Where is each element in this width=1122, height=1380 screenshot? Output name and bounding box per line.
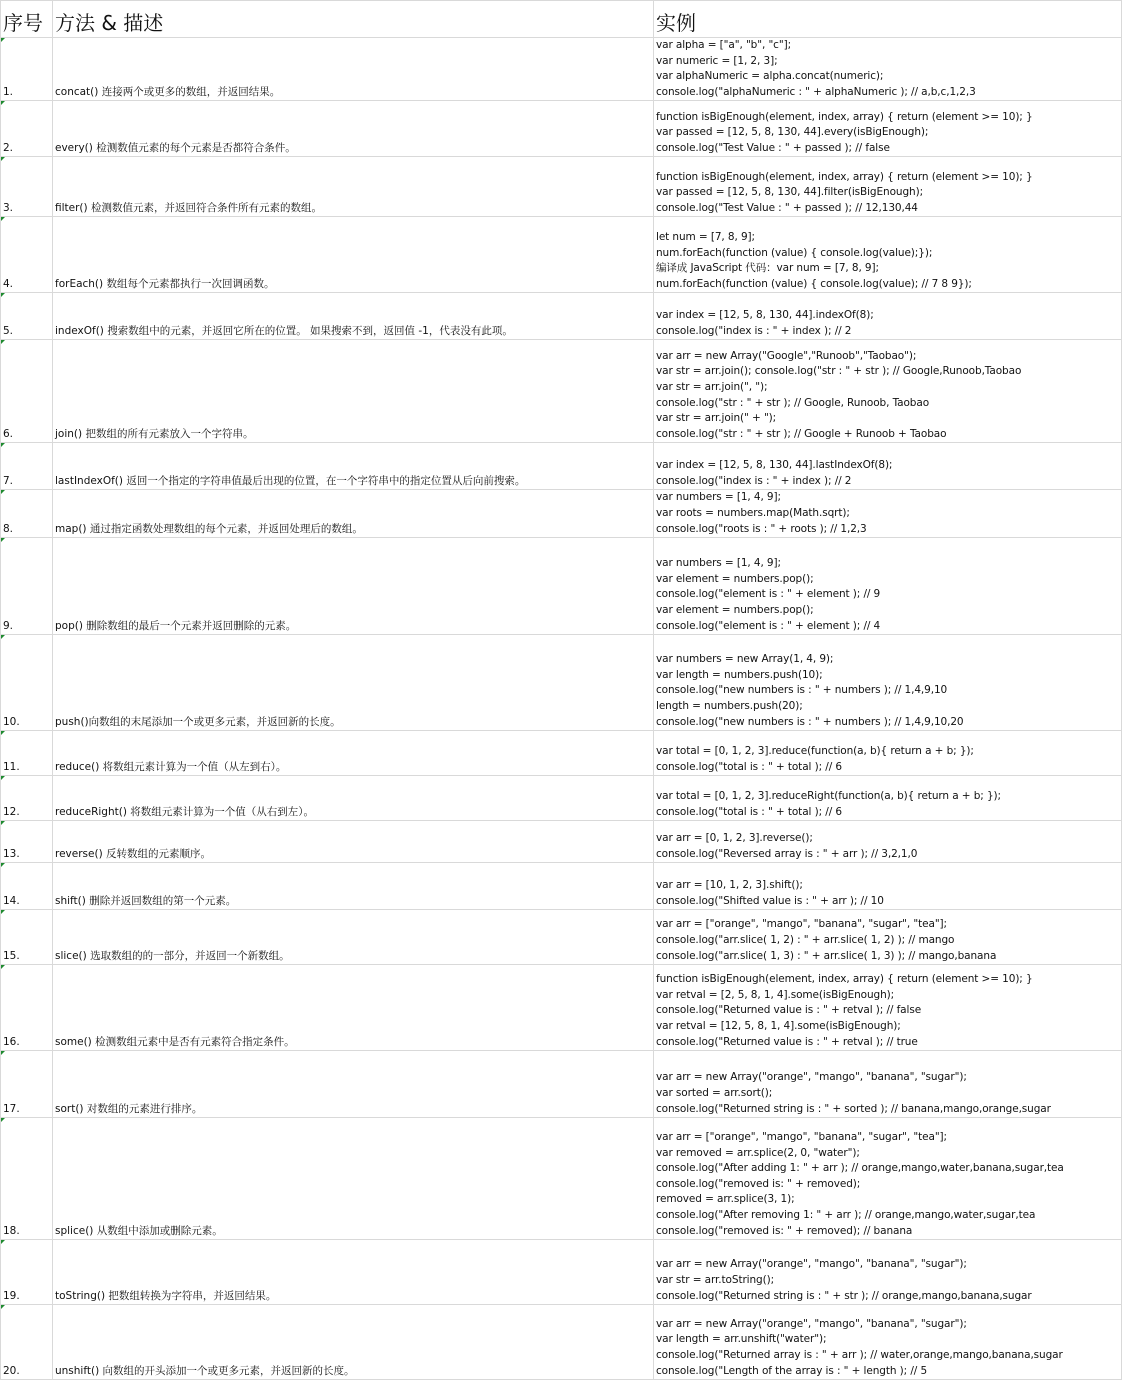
table-row bbox=[1, 157, 1122, 217]
code-line: var arr = [0, 1, 2, 3].reverse(); bbox=[656, 831, 813, 844]
code-line: console.log("arr.slice( 1, 3) : " + arr.slice( 1, 3) ); // mango,banana bbox=[656, 949, 997, 962]
index-text: 2. bbox=[3, 141, 14, 154]
code-line: console.log("str : " + str ); // Google + Runoob + Taobao bbox=[656, 427, 947, 440]
cell-comment-marker-icon bbox=[1, 776, 5, 780]
cell-example[interactable] bbox=[654, 38, 1122, 101]
code-line: var str = arr.join(" + "); bbox=[656, 412, 777, 425]
cell-method[interactable]: reduceRight() 将数组元素计算为一个值（从右到左）。 bbox=[53, 776, 654, 821]
cell-comment-marker-icon bbox=[1, 38, 5, 42]
table-row bbox=[1, 965, 1122, 1051]
index-text: 19. bbox=[3, 1289, 20, 1302]
cell-method[interactable]: sort() 对数组的元素进行排序。 bbox=[53, 1051, 654, 1118]
code-line: console.log("Shifted value is : " + arr ); // 10 bbox=[656, 894, 884, 907]
cell-comment-marker-icon bbox=[1, 1240, 5, 1244]
cell-index[interactable] bbox=[1, 635, 53, 731]
index-text: 14. bbox=[3, 894, 20, 907]
code-line: var index = [12, 5, 8, 130, 44].indexOf(8); bbox=[656, 309, 874, 322]
code-line: console.log("index is : " + index ); // 2 bbox=[656, 324, 852, 337]
cell-comment-marker-icon bbox=[1, 443, 5, 447]
cell-example[interactable] bbox=[654, 157, 1122, 217]
table-row bbox=[1, 293, 1122, 340]
code-line: let num = [7, 8, 9]; bbox=[656, 231, 755, 243]
cell-index[interactable] bbox=[1, 1118, 53, 1240]
cell-method[interactable]: every() 检测数值元素的每个元素是否都符合条件。 bbox=[53, 101, 654, 157]
code-line: var total = [0, 1, 2, 3].reduceRight(function(a, b){ return a + b; }); bbox=[656, 789, 1001, 802]
cell-index[interactable] bbox=[1, 821, 53, 863]
cell-comment-marker-icon bbox=[1, 821, 5, 825]
table-row bbox=[1, 1305, 1122, 1380]
table-row bbox=[1, 863, 1122, 910]
cell-example[interactable] bbox=[654, 101, 1122, 157]
code-line: var removed = arr.splice(2, 0, "water"); bbox=[656, 1146, 860, 1159]
cell-index[interactable] bbox=[1, 293, 53, 340]
code-line: var alpha = ["a", "b", "c"]; bbox=[656, 39, 792, 51]
code-line: function isBigEnough(element, index, array) { return (element >= 10); } bbox=[656, 110, 1033, 123]
cell-example[interactable] bbox=[654, 863, 1122, 910]
cell-method[interactable]: shift() 删除并返回数组的第一个元素。 bbox=[53, 863, 654, 910]
code-line: console.log("index is : " + index ); // 2 bbox=[656, 474, 852, 487]
code-line: var arr = [10, 1, 2, 3].shift(); bbox=[656, 878, 803, 891]
table-row bbox=[1, 538, 1122, 635]
cell-example[interactable] bbox=[654, 443, 1122, 490]
table-row bbox=[1, 101, 1122, 157]
code-line: var numeric = [1, 2, 3]; bbox=[656, 54, 778, 67]
cell-index[interactable] bbox=[1, 490, 53, 538]
index-text: 7. bbox=[3, 474, 14, 487]
cell-example[interactable] bbox=[654, 293, 1122, 340]
index-text: 10. bbox=[3, 715, 20, 728]
cell-index[interactable] bbox=[1, 863, 53, 910]
cell-method[interactable]: reduce() 将数组元素计算为一个值（从左到右）。 bbox=[53, 731, 654, 776]
code-line: num.forEach(function (value) { console.log(value);}); bbox=[656, 246, 933, 259]
table-row bbox=[1, 776, 1122, 821]
cell-index[interactable] bbox=[1, 157, 53, 217]
code-line: var str = arr.toString(); bbox=[656, 1273, 775, 1286]
cell-comment-marker-icon bbox=[1, 1118, 5, 1122]
code-line: var roots = numbers.map(Math.sqrt); bbox=[656, 506, 850, 519]
code-line: var arr = new Array("orange", "mango", "banana", "sugar"); bbox=[656, 1317, 967, 1330]
table-row bbox=[1, 490, 1122, 538]
cell-example[interactable] bbox=[654, 217, 1122, 293]
code-line: console.log("total is : " + total ); // 6 bbox=[656, 760, 842, 773]
code-line: console.log("Test Value : " + passed ); // 12,130,44 bbox=[656, 201, 918, 214]
code-line: console.log("element is : " + element ); // 9 bbox=[656, 588, 881, 601]
cell-example[interactable] bbox=[654, 965, 1122, 1051]
cell-method[interactable]: indexOf() 搜索数组中的元素，并返回它所在的位置。 如果搜索不到，返回值 -1，代表没有此项。 bbox=[53, 293, 654, 340]
code-line: console.log("Returned string is : " + sorted ); // banana,mango,orange,sugar bbox=[656, 1102, 1051, 1115]
cell-example[interactable] bbox=[654, 1305, 1122, 1380]
code-line: var arr = ["orange", "mango", "banana", "sugar", "tea"]; bbox=[656, 918, 947, 931]
code-line: var numbers = [1, 4, 9]; bbox=[656, 557, 781, 570]
code-line: var element = numbers.pop(); bbox=[656, 603, 814, 616]
code-line: var total = [0, 1, 2, 3].reduce(function(a, b){ return a + b; }); bbox=[656, 744, 974, 757]
code-line: var numbers = new Array(1, 4, 9); bbox=[656, 653, 834, 666]
cell-index[interactable] bbox=[1, 38, 53, 101]
code-line: console.log("Returned string is : " + str ); // orange,mango,banana,sugar bbox=[656, 1289, 1032, 1302]
index-text: 15. bbox=[3, 949, 20, 962]
code-line: console.log("Returned array is : " + arr ); // water,orange,mango,banana,sugar bbox=[656, 1348, 1063, 1361]
index-text: 18. bbox=[3, 1224, 20, 1237]
cell-index[interactable] bbox=[1, 910, 53, 965]
cell-comment-marker-icon bbox=[1, 217, 5, 221]
code-line: var element = numbers.pop(); bbox=[656, 572, 814, 585]
table-row bbox=[1, 635, 1122, 731]
code-line: var alphaNumeric = alpha.concat(numeric); bbox=[656, 70, 884, 83]
index-text: 9. bbox=[3, 619, 14, 632]
index-text: 3. bbox=[3, 201, 14, 214]
cell-comment-marker-icon bbox=[1, 863, 5, 867]
code-line: num.forEach(function (value) { console.log(value); // 7 8 9}); bbox=[656, 277, 972, 290]
table-row bbox=[1, 443, 1122, 490]
header-index[interactable]: 序号 bbox=[1, 1, 53, 38]
code-line: var retval = [12, 5, 8, 1, 4].some(isBigEnough); bbox=[656, 1019, 901, 1032]
cell-example[interactable] bbox=[654, 538, 1122, 635]
cell-index[interactable] bbox=[1, 965, 53, 1051]
cell-comment-marker-icon bbox=[1, 965, 5, 969]
cell-example[interactable] bbox=[654, 776, 1122, 821]
cell-comment-marker-icon bbox=[1, 731, 5, 735]
code-line: console.log("removed is: " + removed); bbox=[656, 1177, 861, 1190]
code-line: console.log("Length of the array is : " + length ); // 5 bbox=[656, 1364, 928, 1377]
cell-comment-marker-icon bbox=[1, 1305, 5, 1309]
code-line: var retval = [2, 5, 8, 1, 4].some(isBigEnough); bbox=[656, 988, 895, 1001]
code-line: var arr = new Array("orange", "mango", "banana", "sugar"); bbox=[656, 1258, 967, 1271]
code-line: console.log("Reversed array is : " + arr ); // 3,2,1,0 bbox=[656, 847, 918, 860]
index-text: 5. bbox=[3, 324, 14, 337]
index-text: 1. bbox=[3, 85, 14, 98]
cell-index[interactable] bbox=[1, 217, 53, 293]
table-row bbox=[1, 821, 1122, 863]
code-line: var passed = [12, 5, 8, 130, 44].every(isBigEnough); bbox=[656, 126, 929, 139]
code-line: console.log("Returned value is : " + retval ); // false bbox=[656, 1004, 922, 1017]
code-line: var arr = ["orange", "mango", "banana", "sugar", "tea"]; bbox=[656, 1131, 947, 1143]
index-text: 11. bbox=[3, 760, 20, 773]
header-row bbox=[1, 1, 1122, 38]
table-row bbox=[1, 731, 1122, 776]
table-row bbox=[1, 910, 1122, 965]
code-line: console.log("removed is: " + removed); // banana bbox=[656, 1224, 913, 1237]
code-line: function isBigEnough(element, index, array) { return (element >= 10); } bbox=[656, 170, 1033, 183]
code-line: var length = arr.unshift("water"); bbox=[656, 1333, 827, 1346]
cell-index[interactable] bbox=[1, 1305, 53, 1380]
cell-comment-marker-icon bbox=[1, 101, 5, 105]
cell-index[interactable] bbox=[1, 538, 53, 635]
cell-comment-marker-icon bbox=[1, 1051, 5, 1055]
index-text: 20. bbox=[3, 1364, 20, 1377]
index-text: 8. bbox=[3, 522, 14, 535]
cell-comment-marker-icon bbox=[1, 490, 5, 494]
code-line: console.log("roots is : " + roots ); // 1,2,3 bbox=[656, 522, 867, 535]
cell-method[interactable]: forEach() 数组每个元素都执行一次回调函数。 bbox=[53, 217, 654, 293]
cell-index[interactable] bbox=[1, 1240, 53, 1305]
cell-example[interactable] bbox=[654, 490, 1122, 538]
cell-example[interactable] bbox=[654, 910, 1122, 965]
cell-example[interactable] bbox=[654, 821, 1122, 863]
cell-method[interactable]: push()向数组的末尾添加一个或更多元素，并返回新的长度。 bbox=[53, 635, 654, 731]
code-line: var str = arr.join(); console.log("str : " + str ); // Google,Runoob,Taobao bbox=[656, 365, 1022, 378]
cell-method[interactable]: map() 通过指定函数处理数组的每个元素，并返回处理后的数组。 bbox=[53, 490, 654, 538]
header-example[interactable]: 实例 bbox=[654, 1, 1122, 38]
code-line: var str = arr.join(", "); bbox=[656, 381, 768, 393]
cell-example[interactable] bbox=[654, 731, 1122, 776]
cell-method[interactable]: concat() 连接两个或更多的数组，并返回结果。 bbox=[53, 38, 654, 101]
index-text: 17. bbox=[3, 1102, 20, 1115]
cell-index[interactable] bbox=[1, 443, 53, 490]
table-row bbox=[1, 340, 1122, 443]
cell-method[interactable]: filter() 检测数值元素，并返回符合条件所有元素的数组。 bbox=[53, 157, 654, 217]
code-line: console.log("After adding 1: " + arr ); // orange,mango,water,banana,sugar,tea bbox=[656, 1162, 1064, 1175]
cell-method[interactable]: toString() 把数组转换为字符串，并返回结果。 bbox=[53, 1240, 654, 1305]
code-line: length = numbers.push(20); bbox=[656, 699, 803, 712]
cell-method[interactable]: join() 把数组的所有元素放入一个字符串。 bbox=[53, 340, 654, 443]
code-line: console.log("After removing 1: " + arr ); // orange,mango,water,sugar,tea bbox=[656, 1208, 1036, 1221]
code-line: var arr = new Array("orange", "mango", "banana", "sugar"); bbox=[656, 1071, 967, 1084]
cell-comment-marker-icon bbox=[1, 538, 5, 542]
cell-index[interactable] bbox=[1, 731, 53, 776]
index-text: 13. bbox=[3, 847, 20, 860]
cell-example[interactable] bbox=[654, 1051, 1122, 1118]
table-row bbox=[1, 38, 1122, 101]
cell-method[interactable]: unshift() 向数组的开头添加一个或更多元素，并返回新的长度。 bbox=[53, 1305, 654, 1380]
cell-index[interactable] bbox=[1, 776, 53, 821]
code-line: var length = numbers.push(10); bbox=[656, 668, 823, 681]
table-row bbox=[1, 217, 1122, 293]
cell-method[interactable]: pop() 删除数组的最后一个元素并返回删除的元素。 bbox=[53, 538, 654, 635]
table-row bbox=[1, 1051, 1122, 1118]
cell-method[interactable]: splice() 从数组中添加或删除元素。 bbox=[53, 1118, 654, 1240]
code-line: console.log("total is : " + total ); // 6 bbox=[656, 805, 842, 818]
cell-method[interactable]: lastIndexOf() 返回一个指定的字符串值最后出现的位置，在一个字符串中的指定位置从后向前搜索。 bbox=[53, 443, 654, 490]
code-line: console.log("Test Value : " + passed ); // false bbox=[656, 141, 890, 154]
code-line: var arr = new Array("Google","Runoob","Taobao"); bbox=[656, 349, 917, 362]
index-text: 6. bbox=[3, 427, 14, 440]
cell-example[interactable] bbox=[654, 635, 1122, 731]
code-line: var numbers = [1, 4, 9]; bbox=[656, 491, 781, 504]
cell-example[interactable] bbox=[654, 1240, 1122, 1305]
cell-example[interactable] bbox=[654, 1118, 1122, 1240]
cell-method[interactable]: slice() 选取数组的的一部分，并返回一个新数组。 bbox=[53, 910, 654, 965]
code-line: removed = arr.splice(3, 1); bbox=[656, 1193, 795, 1206]
cell-comment-marker-icon bbox=[1, 157, 5, 161]
cell-index[interactable] bbox=[1, 101, 53, 157]
cell-method[interactable]: reverse() 反转数组的元素顺序。 bbox=[53, 821, 654, 863]
code-line: console.log("new numbers is : " + numbers ); // 1,4,9,10,20 bbox=[656, 715, 964, 728]
cell-example[interactable] bbox=[654, 340, 1122, 443]
code-line: console.log("str : " + str ); // Google, Runoob, Taobao bbox=[656, 396, 930, 409]
code-line: console.log("arr.slice( 1, 2) : " + arr.slice( 1, 2) ); // mango bbox=[656, 933, 955, 946]
cell-method[interactable]: some() 检测数组元素中是否有元素符合指定条件。 bbox=[53, 965, 654, 1051]
index-text: 16. bbox=[3, 1035, 20, 1048]
code-line: console.log("element is : " + element ); // 4 bbox=[656, 619, 881, 632]
code-line: 编译成 JavaScript 代码：var num = [7, 8, 9]; bbox=[656, 262, 879, 275]
code-line: var index = [12, 5, 8, 130, 44].lastIndexOf(8); bbox=[656, 459, 893, 472]
table-body bbox=[1, 38, 1122, 1380]
cell-index[interactable] bbox=[1, 1051, 53, 1118]
table-row bbox=[1, 1240, 1122, 1305]
index-text: 4. bbox=[3, 277, 14, 290]
code-line: var sorted = arr.sort(); bbox=[656, 1086, 773, 1099]
code-line: console.log("new numbers is : " + numbers ); // 1,4,9,10 bbox=[656, 684, 948, 697]
code-line: console.log("Returned value is : " + retval ); // true bbox=[656, 1035, 918, 1048]
cell-comment-marker-icon bbox=[1, 293, 5, 297]
cell-comment-marker-icon bbox=[1, 635, 5, 639]
table-row bbox=[1, 1118, 1122, 1240]
header-method[interactable]: 方法 & 描述 bbox=[53, 1, 654, 38]
index-text: 12. bbox=[3, 805, 20, 818]
code-line: console.log("alphaNumeric : " + alphaNumeric ); // a,b,c,1,2,3 bbox=[656, 85, 976, 98]
cell-comment-marker-icon bbox=[1, 340, 5, 344]
code-line: var passed = [12, 5, 8, 130, 44].filter(isBigEnough); bbox=[656, 186, 924, 199]
cell-index[interactable] bbox=[1, 340, 53, 443]
code-line: function isBigEnough(element, index, array) { return (element >= 10); } bbox=[656, 973, 1033, 986]
cell-comment-marker-icon bbox=[1, 910, 5, 914]
